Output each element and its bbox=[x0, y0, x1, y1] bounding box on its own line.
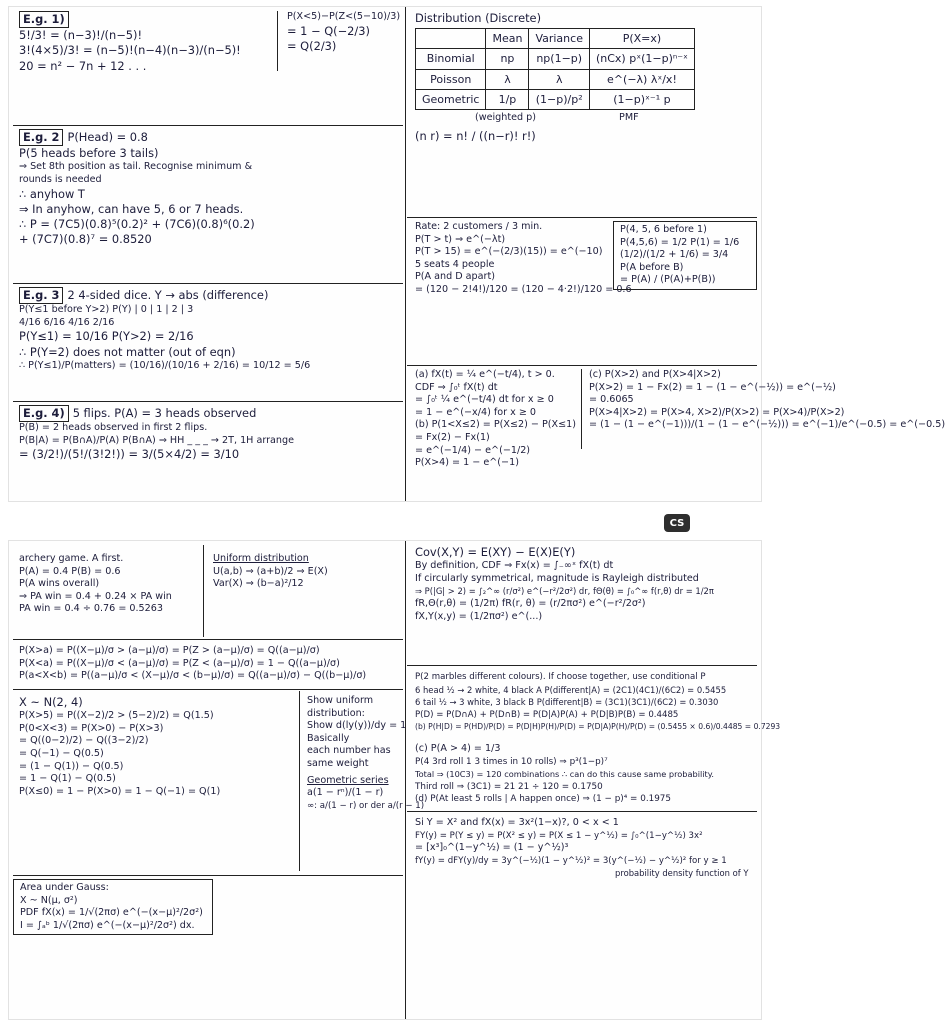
divider-normal bbox=[13, 639, 403, 640]
x-line: X ~ N(2, 4) bbox=[19, 695, 83, 709]
normal-line: P(X<a) = P((X−μ)/σ < (a−μ)/σ) = P(Z < (a−μ)/σ) = 1 − Q((a−μ)/σ) bbox=[19, 657, 340, 669]
table-cell: 1/p bbox=[486, 89, 529, 109]
table-cell: Poisson bbox=[416, 69, 486, 89]
gauss-line: X ~ N(μ, σ²) bbox=[20, 894, 78, 906]
table-cell: np(1−p) bbox=[529, 49, 590, 69]
table-cell: (1−p)/p² bbox=[529, 89, 590, 109]
eg4-line: P(B|A) = P(B∩A)/P(A) P(B∩A) ⇒ HH _ _ _ → 2T, 1H arrange bbox=[19, 434, 295, 446]
distribution-title: Distribution (Discrete) bbox=[415, 11, 542, 25]
exp-right-line: = (1 − (1 − e^(−1)))/(1 − (1 − e^(−½))) = e^(−1)/e^(−0.5) = e^(−0.5) bbox=[589, 419, 945, 431]
eg2-block bbox=[13, 127, 403, 249]
archery-line: ⇒ PA win = 0.4 + 0.24 × PA win bbox=[19, 590, 172, 602]
table-header-cell: Variance bbox=[529, 29, 590, 49]
eg3-title: E.g. 3 bbox=[19, 287, 63, 304]
exp-right-line: P(X>4|X>2) = P(X>4, X>2)/P(X>2) = P(X>4)/P(X>2) bbox=[589, 406, 845, 418]
cov-line: Cov(X,Y) = E(XY) − E(X)E(Y) bbox=[415, 545, 576, 559]
table-cell: Geometric bbox=[416, 89, 486, 109]
dice-line: P(4 3rd roll 1 3 times in 10 rolls) ⇒ p³(1−p)⁷ bbox=[415, 756, 608, 767]
eg2-line: rounds is needed bbox=[19, 174, 102, 185]
eg2-title: E.g. 2 bbox=[19, 129, 63, 146]
divider-gauss bbox=[13, 875, 403, 876]
archery-block bbox=[13, 551, 201, 618]
bottom-notes-page bbox=[8, 540, 781, 1020]
eg1-title: E.g. 1) bbox=[19, 11, 69, 28]
exp-block bbox=[409, 367, 579, 472]
divider-eg2 bbox=[13, 125, 403, 126]
exp-line: (a) fX(t) = ¼ e^(−t/4), t > 0. bbox=[415, 369, 555, 380]
divider-eg3 bbox=[13, 283, 403, 284]
eg4-line: = (3/2!)/(5!/(3!2!)) = 3/(5×4/2) = 3/10 bbox=[19, 447, 240, 462]
eg3-header: 2 4-sided dice. Y → abs (difference) bbox=[67, 288, 269, 302]
rate-line: P(T > t) ⇒ e^(−λt) bbox=[415, 233, 506, 245]
divider-eg4 bbox=[13, 401, 403, 402]
x-line: = Q(−1) − Q(0.5) bbox=[19, 747, 104, 759]
distribution-table bbox=[415, 28, 695, 110]
gauss-line: Area under Gauss: bbox=[20, 882, 109, 893]
divider-show bbox=[299, 691, 300, 871]
eg3-line: ∴ P(Y≤1)/P(matters) = (10/16)/(10/16 + 2/16) = 10/12 = 5/6 bbox=[19, 359, 311, 371]
eg4-line: P(B) = 2 heads observed in first 2 flips. bbox=[19, 422, 208, 434]
rate-box-line: P(4,5,6) = 1/2 P(1) = 1/6 bbox=[620, 236, 740, 248]
x-line: = (1 − Q(1)) − Q(0.5) bbox=[19, 760, 124, 772]
exp-line: CDF ⇒ ∫₀ᵗ fX(t) dt bbox=[415, 381, 498, 393]
divider-center bbox=[405, 7, 406, 501]
rate-block bbox=[409, 219, 632, 299]
archery-line: P(A wins overall) bbox=[19, 578, 100, 590]
eg3-block bbox=[13, 285, 403, 374]
eg1-line: 5!/3! = (n−3)!/(n−5)! bbox=[19, 28, 143, 43]
rate-box-line: (1/2)/(1/2 + 1/6) = 3/4 bbox=[620, 249, 729, 261]
top-notes-page bbox=[8, 6, 945, 502]
uniform-line: U(a,b) ⇒ (a+b)/2 ⇒ E(X) bbox=[213, 565, 328, 577]
divider-pdf bbox=[407, 811, 757, 812]
pmf-note: PMF bbox=[619, 112, 639, 124]
x-line: P(X≤0) = 1 − P(X>0) = 1 − Q(−1) = Q(1) bbox=[19, 785, 221, 797]
cov-line: By definition, CDF ⇒ Fx(x) = ∫₋∞ˣ fX(t) dt bbox=[415, 560, 614, 572]
table-cell: e^(−λ) λˣ/x! bbox=[589, 69, 694, 89]
divider-eg1 bbox=[277, 11, 278, 71]
rate-box-line: P(A before B) bbox=[620, 261, 684, 273]
exp-line: = e^(−1/4) − e^(−1/2) bbox=[415, 444, 531, 456]
pdf-line: Si Y = X² and fX(x) = 3x²(1−x)?, 0 < x < 1 bbox=[415, 817, 619, 828]
eg1-side-block bbox=[281, 9, 403, 56]
uniform-line: Var(X) ⇒ (b−a)²/12 bbox=[213, 578, 304, 590]
eg3-line: ∴ P(Y=2) does not matter (out of eqn) bbox=[19, 344, 236, 359]
eg1-line: 20 = n² − 7n + 12 . . . bbox=[19, 58, 147, 73]
table-cell: λ bbox=[529, 69, 590, 89]
pdf-line: = [x³]₀^(1−y^½) = (1 − y^½)³ bbox=[415, 842, 569, 854]
table-header-cell: Mean bbox=[486, 29, 529, 49]
eg1-side-line: = 1 − Q(−2/3) bbox=[287, 23, 370, 38]
table-row bbox=[416, 69, 695, 89]
eg1-line: 3!(4×5)/3! = (n−5)!(n−4)(n−3)/(n−5)! bbox=[19, 43, 241, 58]
marble-line: P(2 marbles different colours). If choose together, use conditional P bbox=[415, 672, 706, 682]
eg2-line: ⇒ Set 8th position as tail. Recognise minimum & bbox=[19, 161, 253, 173]
marble-line: (b) P(H|D) = P(HD)/P(D) = P(D|H)P(H)/P(D) = P(D|A)P(H)/P(D) = (0.5455 × 0.6)/0.4485 = 0.7293 bbox=[415, 722, 781, 732]
table-row bbox=[416, 89, 695, 109]
show-line: distribution: bbox=[307, 707, 365, 719]
cov-line: fX,Y(x,y) = (1/2πσ²) e^(...) bbox=[415, 610, 543, 622]
exp-line: = 1 − e^(−x/4) for x ≥ 0 bbox=[415, 406, 537, 418]
dice-block bbox=[409, 741, 757, 808]
divider-x bbox=[13, 689, 403, 690]
eg1-side-line: P(X<5)−P(Z<(5−10)/3) bbox=[287, 11, 401, 22]
geometric-line: ∞: a/(1 − r) or der a/(r − 1) bbox=[307, 800, 425, 811]
table-cell: (1−p)ˣ⁻¹ p bbox=[589, 89, 694, 109]
archery-line: PA win = 0.4 ÷ 0.76 = 0.5263 bbox=[19, 603, 163, 615]
table-header-row bbox=[416, 29, 695, 49]
rate-line: P(A and D apart) bbox=[415, 271, 495, 283]
pdf-line: FY(y) = P(Y ≤ y) = P(X² ≤ y) = P(X ≤ 1 − y^½) = ∫₀^(1−y^½) 3x² bbox=[415, 830, 703, 841]
weighted-note: (weighted p) bbox=[475, 112, 536, 124]
marble-line: 6 head ½ → 2 white, 4 black A P(different|A) = (2C1)(4C1)/(6C2) = 0.5455 bbox=[415, 684, 727, 695]
divider-exp bbox=[407, 365, 757, 366]
rate-line: P(T > 15) = e^(−(2/3)(15)) = e^(−10) bbox=[415, 246, 603, 258]
geometric-line: a(1 − rⁿ)/(1 − r) bbox=[307, 787, 384, 799]
dice-line: (d) P(At least 5 rolls | A happen once) ⇒ (1 − p)⁴ = 0.1975 bbox=[415, 794, 672, 805]
exp-right-line: = 0.6065 bbox=[589, 394, 634, 406]
exp-right-block bbox=[583, 367, 945, 434]
show-line: each number has bbox=[307, 745, 391, 757]
x-line: = 1 − Q(1) − Q(0.5) bbox=[19, 773, 116, 785]
rate-line: Rate: 2 customers / 3 min. bbox=[415, 221, 543, 232]
divider-exp-inner bbox=[581, 369, 582, 449]
pdf-line: fY(y) = dFY(y)/dy = 3y^(−½)(1 − y^½)² = 3(y^(−½) − y^½)² for y ≥ 1 bbox=[415, 855, 727, 866]
table-row bbox=[416, 49, 695, 69]
show-line: same weight bbox=[307, 757, 369, 769]
divider-center-bottom bbox=[405, 541, 406, 1019]
x-line: = Q((0−2)/2) − Q((3−2)/2) bbox=[19, 735, 149, 747]
eg2-line: P(5 heads before 3 tails) bbox=[19, 146, 159, 161]
eg4-header: 5 flips. P(A) = 3 heads observed bbox=[72, 406, 257, 420]
eg4-block bbox=[13, 403, 403, 465]
eg3-line: P(Y≤1 before Y>2) P(Y) | 0 | 1 | 2 | 3 bbox=[19, 304, 194, 316]
show-line: Basically bbox=[307, 732, 350, 744]
uniform-block bbox=[207, 551, 403, 593]
dice-line: Total ⇒ (10C3) = 120 combinations ∴ can do this cause same probability. bbox=[415, 769, 715, 780]
exp-line: = ∫₀ᵗ ¼ e^(−t/4) dt for x ≥ 0 bbox=[415, 394, 554, 406]
exp-line: (b) P(1<X≤2) = P(X≤2) − P(X≤1) bbox=[415, 419, 576, 431]
normal-block bbox=[13, 643, 403, 685]
rate-line: = (120 − 2!4!)/120 = (120 − 4·2!)/120 = 0.6 bbox=[415, 283, 632, 295]
pdf-note: probability density function of Y bbox=[615, 868, 749, 879]
eg4-title: E.g. 4) bbox=[19, 405, 69, 422]
show-line: Show uniform bbox=[307, 695, 374, 706]
x-line: P(0<X<3) = P(X>0) − P(X>3) bbox=[19, 722, 164, 734]
show-uniform-block bbox=[301, 693, 425, 814]
marble-block bbox=[409, 669, 781, 736]
gauss-line: I = ∫ₐᵇ 1/√(2πσ) e^(−(x−μ)²/2σ²) dx. bbox=[20, 919, 195, 931]
rate-box-line: P(4, 5, 6 before 1) bbox=[620, 224, 707, 235]
eg3-line: P(Y≤1) = 10/16 P(Y>2) = 2/16 bbox=[19, 329, 194, 344]
marble-line: P(D) = P(D∩A) + P(D∩B) = P(D|A)P(A) + P(D|B)P(B) = 0.4485 bbox=[415, 709, 679, 720]
eg3-line: 4/16 6/16 4/16 2/16 bbox=[19, 316, 115, 328]
cov-line: If circularly symmetrical, magnitude is Rayleigh distributed bbox=[415, 572, 699, 584]
distribution-block bbox=[409, 9, 757, 146]
table-cell: λ bbox=[486, 69, 529, 89]
dice-line: (c) P(A > 4) = 1/3 bbox=[415, 743, 501, 754]
normal-line: P(a<X<b) = P((a−μ)/σ < (X−μ)/σ < (b−μ)/σ) = Q((a−μ)/σ) − Q((b−μ)/σ) bbox=[19, 670, 367, 682]
eg1-block bbox=[13, 9, 275, 76]
rate-line: 5 seats 4 people bbox=[415, 258, 495, 270]
exp-line: = Fx(2) − Fx(1) bbox=[415, 431, 490, 443]
rate-box bbox=[613, 221, 757, 290]
exp-right-line: (c) P(X>2) and P(X>4|X>2) bbox=[589, 369, 721, 380]
geometric-line: Geometric series bbox=[307, 774, 389, 786]
uniform-line: Uniform distribution bbox=[213, 553, 309, 564]
normal-line: P(X>a) = P((X−μ)/σ > (a−μ)/σ) = P(Z > (a−μ)/σ) = Q((a−μ)/σ) bbox=[19, 645, 320, 656]
marble-line: 6 tail ½ → 3 white, 3 black B P(different|B) = (3C1)(3C1)/(6C2) = 0.3030 bbox=[415, 697, 719, 708]
gauss-block bbox=[13, 879, 213, 935]
table-cell: (nCx) pˣ(1−p)ⁿ⁻ˣ bbox=[589, 49, 694, 69]
eg1-side-line: = Q(2/3) bbox=[287, 38, 337, 53]
divider-rate bbox=[407, 217, 757, 218]
cov-line: ⇒ P(|G| > 2) = ∫₂^∞ (r/σ²) e^(−r²/2σ²) dr, fΘ(θ) = ∫₀^∞ f(r,θ) dr = 1/2π bbox=[415, 586, 714, 597]
camscanner-badge: CS bbox=[664, 514, 690, 532]
show-line: Show d(ly(y))/dy = 1 bbox=[307, 720, 407, 732]
eg2-header: P(Head) = 0.8 bbox=[67, 130, 148, 144]
cov-block bbox=[409, 543, 757, 625]
rate-box-line: = P(A) / (P(A)+P(B)) bbox=[620, 274, 716, 286]
gauss-line: PDF fX(x) = 1/√(2πσ) e^(−(x−μ)²/2σ²) bbox=[20, 907, 203, 919]
eg2-line: ∴ anyhow T bbox=[19, 186, 85, 201]
x-block bbox=[13, 693, 297, 800]
table-header-cell bbox=[416, 29, 486, 49]
x-line: P(X>5) = P((X−2)/2 > (5−2)/2) = Q(1.5) bbox=[19, 710, 214, 722]
divider-uniform bbox=[203, 545, 204, 637]
eg2-line: ⇒ In anyhow, can have 5, 6 or 7 heads. bbox=[19, 201, 244, 216]
divider-marble bbox=[407, 665, 757, 666]
pdf-block bbox=[409, 815, 757, 882]
table-cell: np bbox=[486, 49, 529, 69]
eg2-line: + (7C7)(0.8)⁷ = 0.8520 bbox=[19, 232, 152, 247]
archery-line: archery game. A first. bbox=[19, 553, 124, 564]
table-cell: Binomial bbox=[416, 49, 486, 69]
cov-line: fR,Θ(r,θ) = (1/2π) fR(r, θ) = (r/2πσ²) e^(−r²/2σ²) bbox=[415, 597, 646, 609]
eg2-line: ∴ P = (7C5)(0.8)⁵(0.2)² + (7C6)(0.8)⁶(0.2) bbox=[19, 217, 255, 231]
table-header-cell: P(X=x) bbox=[589, 29, 694, 49]
dice-line: Third roll ⇒ (3C1) = 21 21 ÷ 120 = 0.1750 bbox=[415, 781, 603, 792]
exp-right-line: P(X>2) = 1 − Fx(2) = 1 − (1 − e^(−½)) = e^(−½) bbox=[589, 381, 836, 393]
archery-line: P(A) = 0.4 P(B) = 0.6 bbox=[19, 565, 121, 577]
combination-formula: (n r) = n! / ((n−r)! r!) bbox=[415, 128, 536, 143]
exp-line: P(X>4) = 1 − e^(−1) bbox=[415, 457, 519, 469]
